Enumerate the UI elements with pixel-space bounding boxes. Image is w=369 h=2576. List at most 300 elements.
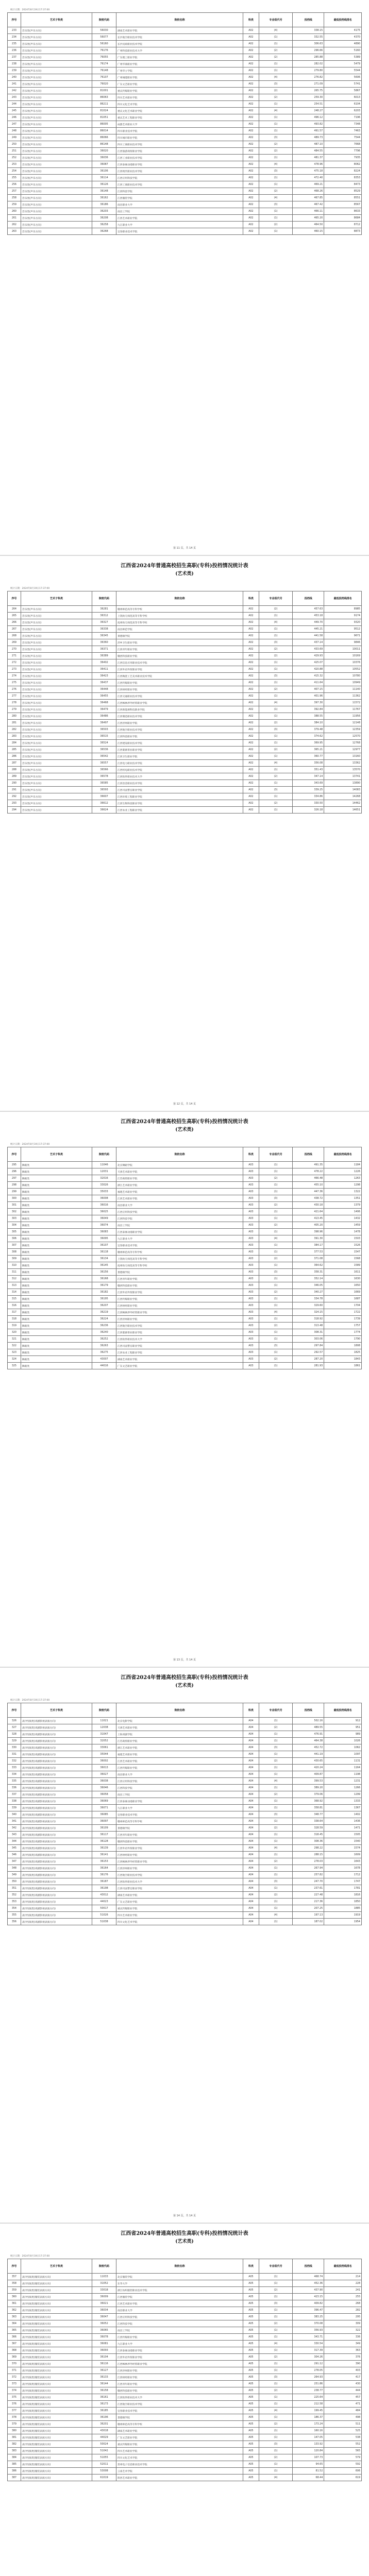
seq-cell: 364 [8, 2320, 21, 2327]
school-code-cell: 36158 [92, 2387, 116, 2394]
seq-cell: 336 [8, 1785, 21, 1791]
score-cell: 107.73 [293, 2454, 324, 2461]
score-cell: 340.27 [293, 1289, 324, 1296]
subject-type-cell: A02 [243, 222, 259, 228]
seq-cell: 349 [8, 1872, 21, 1878]
rank-cell: 11767 [324, 706, 362, 713]
seq-cell: 281 [8, 720, 21, 726]
major-group-cell: (2) [259, 606, 293, 613]
school-name-cell: 南昌职业大学 [116, 1202, 243, 1209]
school-code-cell: 11046 [92, 1162, 116, 1168]
score-cell: 364.62 [293, 1262, 324, 1269]
rank-cell: 1263 [324, 1175, 362, 1182]
table-row [8, 2314, 362, 2320]
seq-cell: 371 [8, 2367, 21, 2374]
school-name-cell: 成都艺术职业大学 [116, 121, 243, 128]
subject-type-cell: A03 [243, 1162, 259, 1168]
seq-cell: 378 [8, 2414, 21, 2421]
score-cell: 425.07 [293, 659, 324, 666]
school-name-cell: 九江职业大学 [116, 222, 243, 228]
school-code-cell: 36134 [92, 1256, 116, 1262]
score-cell: 391.30 [293, 1235, 324, 1242]
school-code-cell: 36258 [92, 222, 116, 228]
subject-type-cell: A03 [243, 1202, 259, 1209]
rank-cell: 1505 [324, 1832, 362, 1838]
seq-cell: 333 [8, 1765, 21, 1771]
major-group-cell: (1) [259, 2347, 293, 2354]
school-name-cell: 江西科技学院 [116, 1215, 243, 1222]
school-code-cell: 36078 [92, 2334, 116, 2341]
major-group-cell: (1) [259, 613, 293, 619]
school-name-cell: 贵州电子信息职业技术学院 [116, 2461, 243, 2468]
school-code-cell: 36252 [92, 1336, 116, 1343]
school-code-cell: 36203 [92, 208, 116, 215]
table-row [8, 1718, 362, 1724]
score-cell: 334.78 [293, 1296, 324, 1302]
seq-cell: 308 [8, 1249, 21, 1256]
score-cell: 437.90 [293, 2287, 324, 2294]
seq-cell: 363 [8, 2314, 21, 2320]
table-row [8, 1785, 362, 1791]
score-cell: 465.20 [293, 215, 324, 222]
table-row [8, 128, 362, 134]
category-cell: 表(导)演类(戏剧影视表演方向) [21, 1758, 92, 1765]
school-name-cell: 上饶幼儿师范高等专科学校 [116, 1256, 243, 1262]
category-cell: 舞蹈类 [21, 1242, 92, 1249]
rank-cell: 619 [324, 2475, 362, 2481]
category-cell: 音乐类(声乐方向) [21, 740, 92, 747]
category-cell: 舞蹈类 [21, 1249, 92, 1256]
table-row [8, 1215, 362, 1222]
seq-cell: 314 [8, 1289, 21, 1296]
column-header: 专业组代号 [259, 591, 293, 606]
score-cell: 368.92 [293, 1798, 324, 1805]
school-code-cell: 36182 [92, 1289, 116, 1296]
seq-cell: 247 [8, 121, 21, 128]
table-row [8, 175, 362, 181]
subject-type-cell: A02 [243, 168, 259, 175]
table-row [8, 1356, 362, 1363]
major-group-cell: (1) [259, 215, 293, 222]
school-name-cell: 江西软件职业技术大学 [116, 773, 243, 780]
category-cell: 表(导)演类(服装表演方向) [21, 2441, 92, 2448]
subject-type-cell: A02 [243, 793, 259, 800]
rank-cell: 1650 [324, 1282, 362, 1289]
score-cell: 379.06 [293, 1791, 324, 1798]
table-row [8, 1919, 362, 1925]
category-cell: 表(导)演类(戏剧影视表演方向) [21, 1845, 92, 1852]
category-cell: 舞蹈类 [21, 1209, 92, 1215]
seq-cell: 310 [8, 1262, 21, 1269]
table-row [8, 666, 362, 673]
major-group-cell: (1) [259, 753, 293, 760]
category-cell: 表(导)演类(戏剧影视表演方向) [21, 1751, 92, 1758]
major-group-cell: (2) [259, 47, 293, 54]
school-code-cell: 11021 [92, 1718, 116, 1724]
score-cell: 238.77 [293, 2387, 324, 2394]
category-cell: 表(导)演类(戏剧影视表演方向) [21, 1778, 92, 1785]
school-name-cell: 赣州师范高等专科学校 [116, 2421, 243, 2428]
rank-cell: 1298 [324, 1182, 362, 1189]
table-row [8, 1282, 362, 1289]
seq-cell: 236 [8, 47, 21, 54]
table-row [8, 606, 362, 613]
school-name-cell: 江西传媒职业学院 [116, 2334, 243, 2341]
score-cell: 411.64 [293, 680, 324, 686]
major-group-cell: (1) [259, 2468, 293, 2475]
table-row [8, 619, 362, 626]
school-code-cell: 36486 [92, 713, 116, 720]
major-group-cell: (1) [259, 1282, 293, 1289]
school-name-cell: 广东文艺职业学院 [116, 2434, 243, 2441]
school-name-cell: 江西泰豪动漫职业学院 [116, 161, 243, 168]
table-row [8, 1162, 362, 1168]
category-cell: 音乐类(声乐方向) [21, 780, 92, 787]
seq-cell: 240 [8, 74, 21, 81]
score-cell: 388.55 [293, 713, 324, 720]
statistics-date: 统计日期：2024年8月19日17:37:00 [10, 1143, 50, 1146]
school-code-cell: 33061 [92, 1744, 116, 1751]
school-code-cell: 36195 [92, 1296, 116, 1302]
subject-type-cell: A05 [243, 2320, 259, 2327]
seq-cell: 339 [8, 1805, 21, 1811]
subject-type-cell: A02 [243, 726, 259, 733]
seq-cell: 237 [8, 54, 21, 61]
school-name-cell: 南昌师范学院 [116, 626, 243, 633]
rank-cell: 1226 [324, 1168, 362, 1175]
seq-cell: 332 [8, 1758, 21, 1765]
score-cell: 291.12 [293, 2361, 324, 2367]
score-cell: 94.65 [293, 2461, 324, 2468]
school-code-cell: 86148 [92, 141, 116, 148]
subject-type-cell: A04 [243, 1838, 259, 1845]
table-row [8, 1818, 362, 1825]
major-group-cell: (1) [259, 1215, 293, 1222]
subject-type-cell: A02 [243, 201, 259, 208]
subject-type-cell: A02 [243, 161, 259, 168]
seq-cell: 352 [8, 1892, 21, 1899]
major-group-cell: (3) [259, 1878, 293, 1885]
category-cell: 舞蹈类 [21, 1302, 92, 1309]
rank-cell: 8712 [324, 222, 362, 228]
column-header: 院校名称 [116, 1703, 243, 1718]
major-group-cell: (2) [259, 2421, 293, 2428]
admission-table [7, 2259, 362, 2481]
major-group-cell: (4) [259, 1845, 293, 1852]
score-cell: 227.48 [293, 1892, 324, 1899]
rank-cell: 5479 [324, 61, 362, 67]
category-cell: 舞蹈类 [21, 1229, 92, 1235]
score-cell: 251.86 [293, 2381, 324, 2387]
school-name-cell: 江西软件职业技术大学 [116, 1878, 243, 1885]
school-name-cell: 江西信息应用职业技术学院 [116, 659, 243, 666]
category-cell: 表(导)演类(服装表演方向) [21, 2274, 92, 2280]
table-row [8, 1209, 362, 1215]
school-name-cell: 赣州师范高等专科学校 [116, 1818, 243, 1825]
major-group-cell: (4) [259, 1912, 293, 1919]
rank-cell: 10169 [324, 653, 362, 659]
category-cell: 音乐类(声乐方向) [21, 175, 92, 181]
category-cell: 音乐类(声乐方向) [21, 733, 92, 740]
school-name-cell: 江西泰豪动漫职业学院 [116, 2347, 243, 2354]
seq-cell: 280 [8, 713, 21, 720]
category-cell: 音乐类(声乐方向) [21, 753, 92, 760]
rank-cell: 8224 [324, 168, 362, 175]
major-group-cell: (2) [259, 1175, 293, 1182]
school-name-cell: 广州华商职业学院 [116, 61, 243, 67]
column-header: 序号 [8, 1703, 21, 1718]
school-code-cell: 43018 [92, 2428, 116, 2434]
category-cell: 音乐类(声乐方向) [21, 807, 92, 814]
table-row [8, 94, 362, 101]
school-name-cell: 四川文化艺术学院 [116, 1919, 243, 1925]
score-cell: 489.73 [293, 134, 324, 141]
category-cell: 表(导)演类(戏剧影视表演方向) [21, 1771, 92, 1778]
rank-cell: 8062 [324, 161, 362, 168]
table-row [8, 747, 362, 753]
table-row [8, 1249, 362, 1256]
subject-type-cell: A03 [243, 1309, 259, 1316]
score-cell: 339.25 [293, 787, 324, 793]
column-header: 院校代码 [92, 1147, 116, 1162]
table-row [8, 2454, 362, 2461]
school-code-cell: 36179 [92, 1282, 116, 1289]
subject-type-cell: A04 [243, 1892, 259, 1899]
subject-type-cell: A02 [243, 34, 259, 41]
table-row [8, 228, 362, 235]
school-code-cell: 36095 [92, 1235, 116, 1242]
column-header: 序号 [8, 2259, 21, 2274]
school-code-cell: 36275 [92, 1349, 116, 1356]
seq-cell: 383 [8, 2448, 21, 2454]
page-footer: 第 12 页，共 14 页 [173, 1103, 196, 1106]
table-row [8, 1235, 362, 1242]
column-header: 投档线 [293, 2259, 324, 2274]
table-row [8, 706, 362, 713]
subject-type-cell: A02 [243, 41, 259, 47]
table-row [8, 101, 362, 108]
seq-cell: 376 [8, 2401, 21, 2408]
school-code-cell: 36240 [92, 1329, 116, 1336]
column-header: 专业组代号 [259, 1703, 293, 1718]
rank-cell: 1333 [324, 1798, 362, 1805]
major-group-cell: (1) [259, 733, 293, 740]
school-code-cell: 36046 [92, 1785, 116, 1791]
major-group-cell: (1) [259, 2394, 293, 2401]
score-cell: 358.31 [293, 1269, 324, 1276]
school-name-cell: 江西卫生职业学院 [116, 753, 243, 760]
table-row [8, 181, 362, 188]
rank-cell: 7196 [324, 114, 362, 121]
major-group-cell: (4) [259, 1309, 293, 1316]
seq-cell: 248 [8, 128, 21, 134]
major-group-cell: (1) [259, 2314, 293, 2320]
column-header: 投档线 [293, 1147, 324, 1162]
seq-cell: 359 [8, 2287, 21, 2294]
score-cell: 491.35 [293, 1162, 324, 1168]
rank-cell: 1436 [324, 1818, 362, 1825]
major-group-cell: (2) [259, 646, 293, 653]
score-cell: 466.11 [293, 208, 324, 215]
score-cell: 247.70 [293, 1878, 324, 1885]
subject-type-cell: A02 [243, 88, 259, 94]
score-cell: 469.21 [293, 181, 324, 188]
seq-cell: 269 [8, 639, 21, 646]
school-name-cell: 抚州幼儿师范高等专科学校 [116, 619, 243, 626]
category-cell: 音乐类(声乐方向) [21, 639, 92, 646]
subject-type-cell: A02 [243, 653, 259, 659]
score-cell: 374.62 [293, 733, 324, 740]
category-cell: 表(导)演类(戏剧影视表演方向) [21, 1731, 92, 1738]
major-group-cell: (1) [259, 1798, 293, 1805]
subject-type-cell: A05 [243, 2428, 259, 2434]
table-row [8, 1202, 362, 1209]
seq-cell: 254 [8, 168, 21, 175]
category-cell: 音乐类(声乐方向) [21, 201, 92, 208]
rank-cell: 13160 [324, 753, 362, 760]
school-name-cell: 四川艺术职业学院 [116, 94, 243, 101]
school-name-cell: 江西制造职业技术学院 [116, 713, 243, 720]
category-cell: 音乐类(声乐方向) [21, 787, 92, 793]
score-cell: 467.42 [293, 201, 324, 208]
subject-type-cell: A02 [243, 800, 259, 807]
rank-cell: 349 [324, 2341, 362, 2347]
school-code-cell: 76055 [92, 54, 116, 61]
statistics-date: 统计日期：2024年8月19日17:37:00 [10, 2255, 50, 2258]
major-group-cell: (3) [259, 134, 293, 141]
score-cell: 360.77 [293, 753, 324, 760]
school-name-cell: 江西交通职业技术学院 [116, 693, 243, 700]
school-code-cell: 36074 [92, 1222, 116, 1229]
school-name-cell: 江西外语外贸职业学院 [116, 1289, 243, 1296]
category-cell: 音乐类(声乐方向) [21, 54, 92, 61]
column-header: 序号 [8, 13, 21, 27]
rank-cell: 1402 [324, 1811, 362, 1818]
major-group-cell: (3) [259, 2300, 293, 2307]
score-cell: 308.31 [293, 1329, 324, 1336]
school-code-cell: 36148 [92, 188, 116, 195]
major-group-cell: (2) [259, 653, 293, 659]
subject-type-cell: A02 [243, 700, 259, 706]
column-header: 最低投档线排名 [324, 2259, 362, 2274]
rank-cell: 1630 [324, 1276, 362, 1282]
major-group-cell: (3) [259, 1811, 293, 1818]
major-group-cell: (3) [259, 673, 293, 680]
major-group-cell: (1) [259, 1242, 293, 1249]
school-name-cell: 南昌职业大学 [116, 2307, 243, 2314]
table-row [8, 1349, 362, 1356]
seq-cell: 312 [8, 1276, 21, 1282]
subject-type-cell: A03 [243, 1329, 259, 1336]
seq-cell: 243 [8, 94, 21, 101]
table-row [8, 148, 362, 155]
rank-cell: 1843 [324, 1356, 362, 1363]
school-code-cell: 36207 [92, 1302, 116, 1309]
rank-cell: 8353 [324, 175, 362, 181]
table-row [8, 720, 362, 726]
school-name-cell: 江西科技职业学院 [116, 733, 243, 740]
major-group-cell: (1) [259, 2381, 293, 2387]
subject-type-cell: A05 [243, 2341, 259, 2347]
rank-cell: 11140 [324, 686, 362, 693]
subject-type-cell: A02 [243, 54, 259, 61]
category-cell: 表(导)演类(服装表演方向) [21, 2475, 92, 2481]
major-group-cell: (2) [259, 141, 293, 148]
category-cell: 音乐类(声乐方向) [21, 215, 92, 222]
table-row [8, 188, 362, 195]
table-row [8, 686, 362, 693]
major-group-cell: (1) [259, 693, 293, 700]
seq-cell: 295 [8, 1162, 21, 1168]
school-code-cell: 36371 [92, 646, 116, 653]
school-name-cell: 湖南艺术职业学院 [116, 1356, 243, 1363]
category-cell: 表(导)演类(戏剧影视表演方向) [21, 1718, 92, 1724]
category-cell: 表(导)演类(服装表演方向) [21, 2428, 92, 2434]
seq-cell: 234 [8, 34, 21, 41]
seq-cell: 245 [8, 108, 21, 114]
subject-type-cell: A02 [243, 101, 259, 108]
school-code-cell: 36468 [92, 700, 116, 706]
rank-cell: 4890 [324, 41, 362, 47]
subject-type-cell: A05 [243, 2307, 259, 2314]
category-cell: 表(导)演类(戏剧影视表演方向) [21, 1724, 92, 1731]
school-name-cell: 江西航空职业技术学院 [116, 2401, 243, 2408]
subject-type-cell: A03 [243, 1343, 259, 1349]
seq-cell: 367 [8, 2341, 21, 2347]
school-code-cell: 36196 [92, 2414, 116, 2421]
subject-type-cell: A04 [243, 1832, 259, 1838]
column-header: 艺术子科类 [21, 1703, 92, 1718]
table-row [8, 1825, 362, 1832]
school-name-cell: 四川文化艺术学院 [116, 2454, 243, 2461]
category-cell: 音乐类(声乐方向) [21, 633, 92, 639]
score-cell: 237.61 [293, 1885, 324, 1892]
subject-type-cell: A02 [243, 613, 259, 619]
school-code-cell: 36069 [92, 1798, 116, 1805]
subject-type-cell: A02 [243, 659, 259, 666]
category-cell: 音乐类(声乐方向) [21, 134, 92, 141]
column-header: 投档线 [293, 1703, 324, 1718]
rank-cell: 417 [324, 2374, 362, 2381]
table-row [8, 1182, 362, 1189]
rank-cell: 336 [324, 2334, 362, 2341]
page-footer: 第 11 页，共 14 页 [173, 547, 196, 550]
rank-cell: 1471 [324, 1825, 362, 1832]
major-group-cell: (2) [259, 1892, 293, 1899]
category-cell: 音乐类(声乐方向) [21, 646, 92, 653]
seq-cell: 373 [8, 2381, 21, 2387]
subject-type-cell: A02 [243, 208, 259, 215]
school-name-cell: 广东文艺职业学院 [116, 81, 243, 88]
category-cell: 表(导)演类(服装表演方向) [21, 2314, 92, 2320]
rank-cell: 498 [324, 2414, 362, 2421]
score-cell: 472.40 [293, 175, 324, 181]
table-row [8, 201, 362, 208]
rank-cell: 7463 [324, 128, 362, 134]
school-name-cell: 九江职业大学 [116, 2341, 243, 2347]
category-cell: 音乐类(声乐方向) [21, 61, 92, 67]
rank-cell: 1526 [324, 1242, 362, 1249]
category-cell: 表(导)演类(服装表演方向) [21, 2334, 92, 2341]
seq-cell: 384 [8, 2454, 21, 2461]
score-cell: 296.66 [293, 47, 324, 54]
school-name-cell: 江西软件职业技术大学 [116, 1336, 243, 1343]
school-name-cell: 江西财经职业学院 [116, 686, 243, 693]
category-cell: 舞蹈类 [21, 1168, 92, 1175]
school-name-cell: 东华大学 [116, 2280, 243, 2287]
school-code-cell: 31047 [92, 1731, 116, 1738]
seq-cell: 255 [8, 175, 21, 181]
